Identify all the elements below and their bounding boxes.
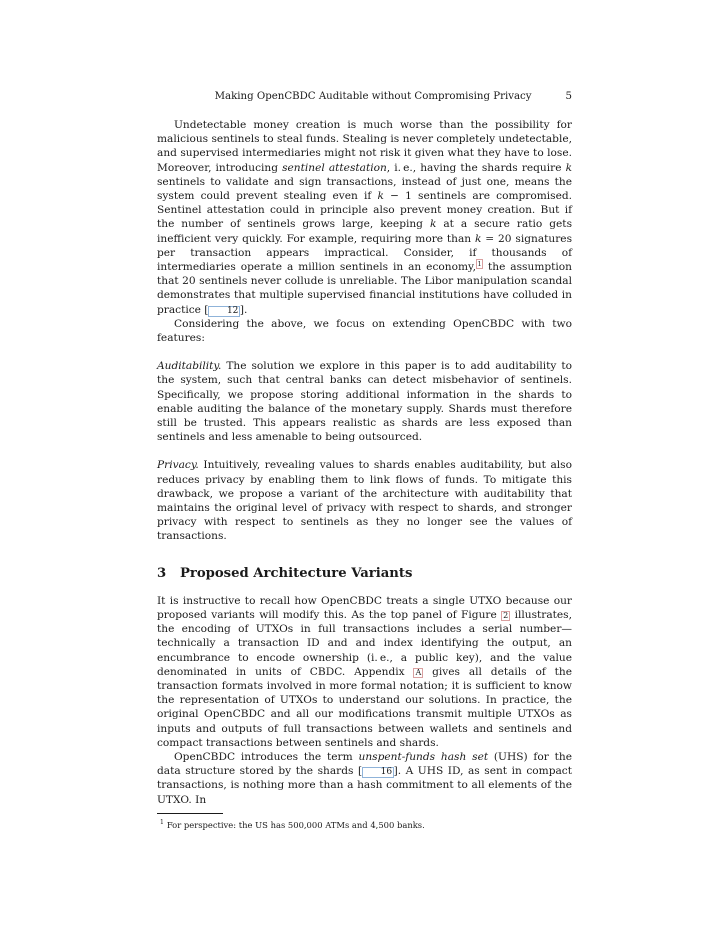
- section-title: Proposed Architecture Variants: [180, 565, 413, 581]
- math-k: k: [377, 190, 384, 203]
- appendix-link[interactable]: A: [415, 667, 422, 677]
- text-span: OpenCBDC introduces the term: [174, 750, 359, 763]
- paragraph-auditability: [157, 359, 572, 444]
- footnote-mark: 1: [160, 818, 164, 826]
- text-span: = 20 signatures per transaction appears impractical. Consider, if thousands of intermediaries operate a million sentinels in an economy,: [157, 232, 573, 274]
- text-span: Intuitively, revealing values to shards enables auditability, but also reduces privacy by enabling them to link flows of funds. To mitigate this drawback, we propose a variant of the architecture with auditability that maintains the original level of privacy with respect to shards, and stronger privacy with respect to sentinels as they no longer see the values of transactions.: [157, 459, 572, 543]
- page-number: 5: [565, 91, 572, 102]
- math-k: k: [475, 232, 482, 245]
- footnote-rule: [157, 813, 223, 814]
- text-span: at a secure ratio gets inefficient very quickly. For example, requiring more than: [157, 218, 573, 245]
- paragraph-money-creation: [157, 118, 572, 317]
- footnote-text: For perspective: the US has 500,000 ATMs and 4,500 banks.: [166, 819, 425, 830]
- text-span: gives all details of the transaction formats involved in more formal notation; it is sufficient to know the representation of UTXOs to understand our solutions. In practice, the original OpenCBDC and all our modifications transmit multiple UTXOs as inputs and outputs of full transactions between wallets and sentinels and compact transactions between sentinels and shards.: [157, 665, 572, 749]
- text-span: the assumption that 20 sentinels never collude is unreliable. The Libor manipulation scandal demonstrates that multiple supervised financial institutions have colluded in practice [: [157, 261, 572, 316]
- footnote-link[interactable]: 1: [477, 259, 482, 268]
- paragraph-considering: Considering the above, we focus on extending OpenCBDC with two features:: [157, 317, 572, 345]
- text-span: , i. e., having the shards require: [386, 161, 566, 174]
- term-sentinel-attestation: sentinel attestation: [282, 161, 387, 174]
- citation-link[interactable]: 12: [208, 306, 239, 317]
- paragraph-uhs: [157, 750, 572, 807]
- run-in-heading-auditability: Auditability.: [157, 360, 222, 373]
- footnote: [157, 817, 572, 831]
- running-header: [157, 90, 572, 104]
- text-span: − 1 sentinels are compromised. Sentinel attestation could in principle also prevent money creation. But if the number of sentinels grows large, keeping: [157, 190, 573, 231]
- text-span: sentinels to validate and sign transactions, instead of just one, means the system could prevent stealing even if: [157, 175, 572, 203]
- run-in-heading-privacy: Privacy.: [157, 459, 199, 472]
- running-title: Making OpenCBDC Auditable without Compromising Privacy: [214, 91, 532, 102]
- math-k: k: [429, 218, 437, 231]
- section-number: 3: [157, 565, 167, 581]
- text-span: It is instructive to recall how OpenCBDC treats a single UTXO because our proposed variants will modify this. As the top panel of Figure: [157, 594, 572, 621]
- paper-page: [157, 90, 572, 831]
- text-span: illustrates, the encoding of UTXOs in full transactions includes a serial number—technically a transaction ID and and index identifying the output, an encumbrance to encode ownership (i. e., a public key), and the value denominated in units of CBDC. Appendix: [157, 608, 572, 678]
- figure-link[interactable]: 2: [503, 610, 509, 620]
- math-k: k: [565, 161, 572, 174]
- text-span: Undetectable money creation is much worse than the possibility for malicious sentinels to steal funds. Stealing is never completely undetectable, and supervised intermediaries might not risk it given what they have to lose. Moreover, introducing: [157, 119, 572, 174]
- paragraph-utxo: [157, 594, 572, 750]
- text-span: The solution we explore in this paper is to add auditability to the system, such that central banks can detect misbehavior of sentinels. Specifically, we propose storing additional information in the shards to enable auditing the balance of the monetary supply. Shards must therefore still be trusted. This appears realistic as shards are less exposed than sentinels and less amenable to being outsourced.: [157, 360, 572, 444]
- paragraph-privacy: [157, 458, 572, 543]
- citation-link[interactable]: 16: [362, 767, 393, 778]
- term-uhs: unspent-funds hash set: [358, 750, 489, 763]
- text-span: ]. A UHS ID, as sent in compact transactions, is nothing more than a hash commitment to all elements of the UTXO. In: [157, 765, 572, 806]
- section-heading: [157, 566, 572, 582]
- text-span: (UHS) for the data structure stored by the shards [: [157, 750, 572, 778]
- text-span: ].: [239, 303, 248, 316]
